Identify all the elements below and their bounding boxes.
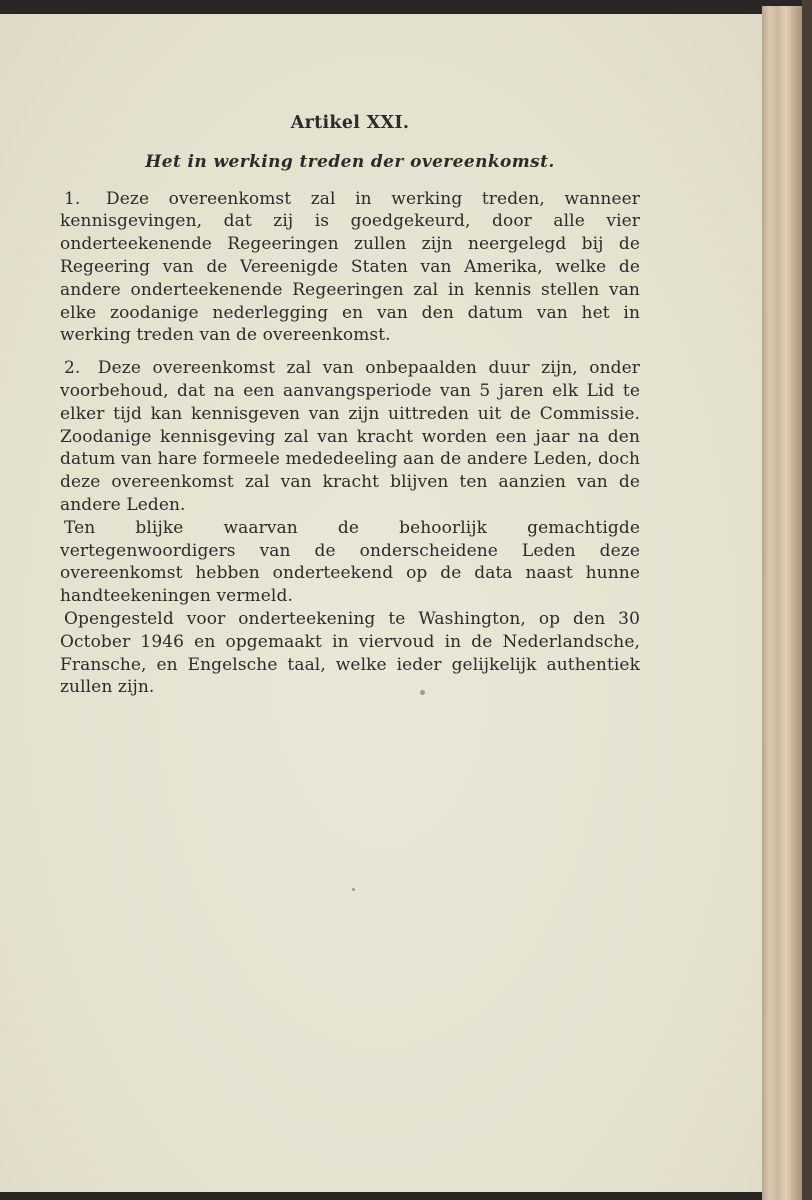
paragraph-4 — [60, 608, 640, 699]
paragraph-number: 1. — [64, 188, 81, 209]
paragraph-text: Deze overeenkomst zal in werking treden, wanneer kennisgevingen, dat zij is goedgekeurd, door alle vier onderteekenende Regeeringen zullen zijn neergelegd bij de Regeering van de Vereenigde Staten van Amerika, welke de andere onderteekenende Regeeringen zal in kennis stellen van elke zoodanige nederlegging en van den datum van het in werking treden van de overeenkomst. — [60, 188, 640, 346]
paragraph-text: Ten blijke waarvan de behoorlijk gemachtigde vertegenwoordigers van de onderscheidene Leden deze overeenkomst hebben onderteekend op de data naast hunne handteekeningen vermeld. — [60, 517, 640, 607]
paragraph-text: Deze overeenkomst zal van onbepaalden duur zijn, onder voorbehoud, dat na een aanvangsperiode van 5 jaren elk Lid te elker tijd kan kennisgeven van zijn uittreden uit de Commissie. Zoodanige kennisgeving zal van kracht worden een jaar na den datum van hare formeele mededeeling aan de andere Leden, doch deze overeenkomst zal van kracht blijven ten aanzien van de andere Leden. — [60, 358, 640, 515]
scan-border — [802, 0, 812, 1200]
article-heading: Artikel XXI. — [290, 113, 410, 133]
article-subheading: Het in werking treden der overeenkomst. — [145, 151, 555, 172]
document-page — [0, 14, 762, 1192]
paragraph-text: Opengesteld voor onderteekening te Washington, op den 30 October 1946 en opgemaakt in viervoud in de Nederlandsche, Fransche, en Engelsche taal, welke ieder gelijkelijk authentiek zullen zijn. — [60, 608, 640, 698]
ink-speck — [420, 690, 425, 695]
paragraph-3 — [60, 517, 640, 608]
page-content — [60, 112, 640, 699]
paragraph-number: 2. — [64, 358, 81, 379]
ink-speck — [352, 888, 355, 891]
paragraph-1 — [60, 188, 640, 348]
paragraph-2 — [60, 357, 640, 517]
page-edge-stack — [762, 6, 802, 1200]
